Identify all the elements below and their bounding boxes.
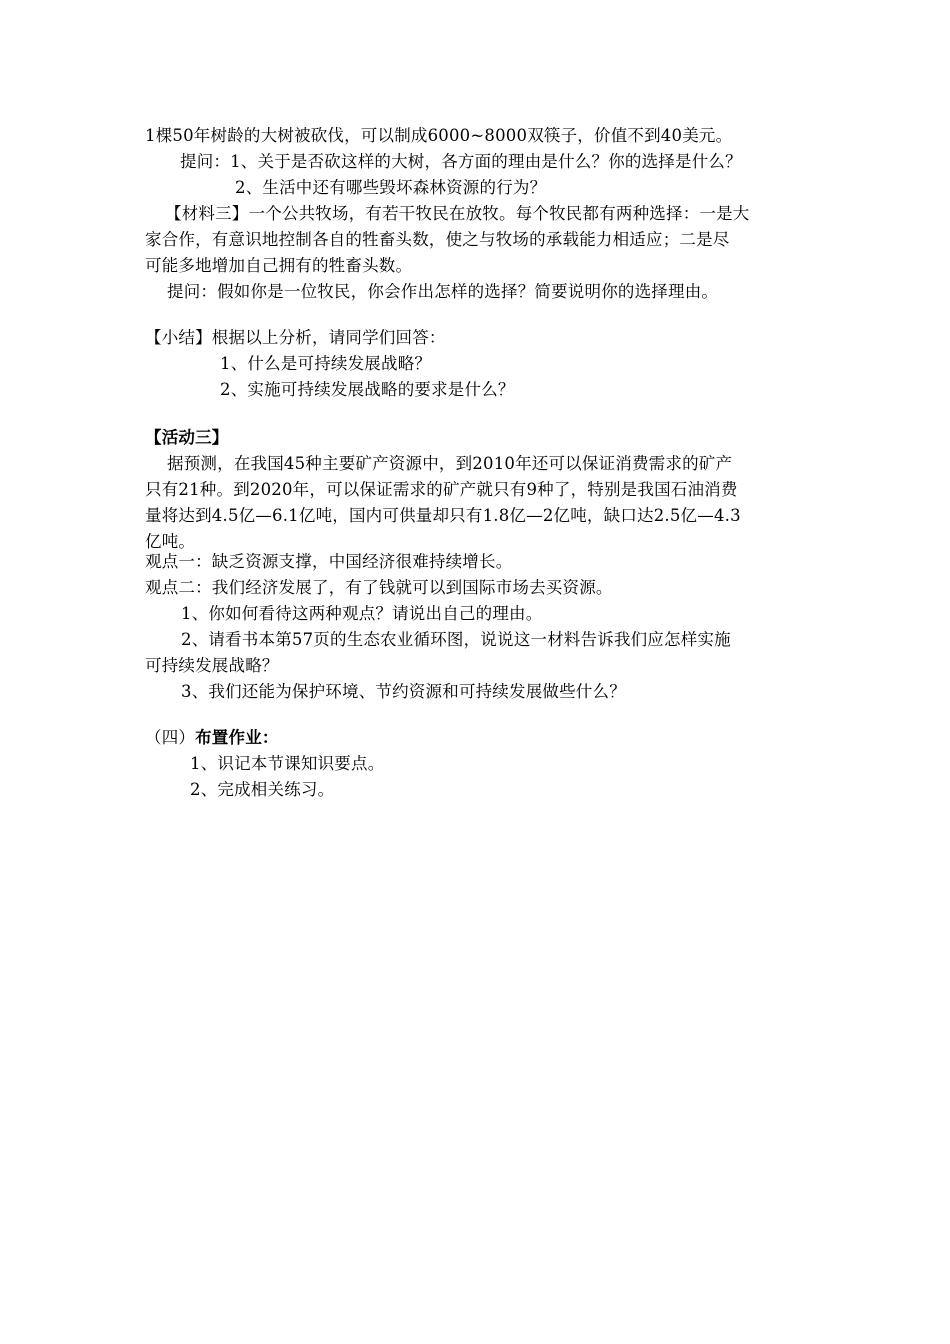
activity3-view-2: 观点二：我们经济发展了，有了钱就可以到国际市场去买资源。 — [145, 578, 613, 597]
homework-heading: 布置作业： — [195, 728, 279, 747]
activity3-paragraph-line-1: 据预测，在我国45种主要矿产资源中，到2010年还可以保证消费需求的矿产 — [167, 454, 733, 473]
activity3-question-3: 3、我们还能为保护环境、节约资源和可持续发展做些什么？ — [181, 682, 626, 701]
summary-question-2: 2、实施可持续发展战略的要求是什么？ — [220, 380, 515, 399]
activity3-paragraph-line-3: 量将达到4.5亿—6.1亿吨，国内可供量却只有1.8亿—2亿吨，缺口达2.5亿—4.3 — [145, 506, 741, 525]
activity3-view-1: 观点一：缺乏资源支撑，中国经济很难持续增长。 — [145, 552, 513, 571]
homework-item-2: 2、完成相关练习。 — [190, 780, 335, 799]
homework-heading-line — [145, 725, 279, 751]
activity3-heading: 【活动三】 — [145, 428, 229, 447]
homework-prefix: （四） — [145, 728, 196, 747]
homework-item-1: 1、识记本节课知识要点。 — [190, 754, 385, 773]
material2-question-2: 2、生活中还有哪些毁坏森林资源的行为？ — [235, 178, 547, 197]
material2-question-1: 提问：1、关于是否砍这样的大树，各方面的理由是什么？你的选择是什么？ — [180, 152, 742, 171]
material3-question: 提问：假如你是一位牧民，你会作出怎样的选择？简要说明你的选择理由。 — [167, 282, 719, 301]
activity3-question-2-line-1: 2、请看书本第57页的生态农业循环图，说说这一材料告诉我们应怎样实施 — [181, 630, 731, 649]
activity3-paragraph-line-2: 只有21种。到2020年，可以保证需求的矿产就只有9种了，特别是我国石油消费 — [145, 480, 738, 499]
material2-intro: 1棵50年树龄的大树被砍伐，可以制成6000~8000双筷子，价值不到40美元。 — [145, 126, 733, 145]
summary-heading: 【小结】根据以上分析，请同学们回答： — [145, 328, 446, 347]
summary-question-1: 1、什么是可持续发展战略？ — [220, 354, 432, 373]
activity3-question-2-line-2: 可持续发展战略？ — [145, 656, 279, 675]
activity3-question-1: 1、你如何看待这两种观点？请说出自己的理由。 — [181, 604, 543, 623]
material3-line-2: 家合作，有意识地控制各自的牲畜头数，使之与牧场的承载能力相适应；二是尽 — [145, 230, 730, 249]
material3-line-1: 【材料三】一个公共牧场，有若干牧民在放牧。每个牧民都有两种选择：一是大 — [165, 204, 750, 223]
material3-line-3: 可能多地增加自己拥有的牲畜头数。 — [145, 256, 413, 275]
activity3-paragraph-line-4: 亿吨。 — [145, 532, 196, 551]
